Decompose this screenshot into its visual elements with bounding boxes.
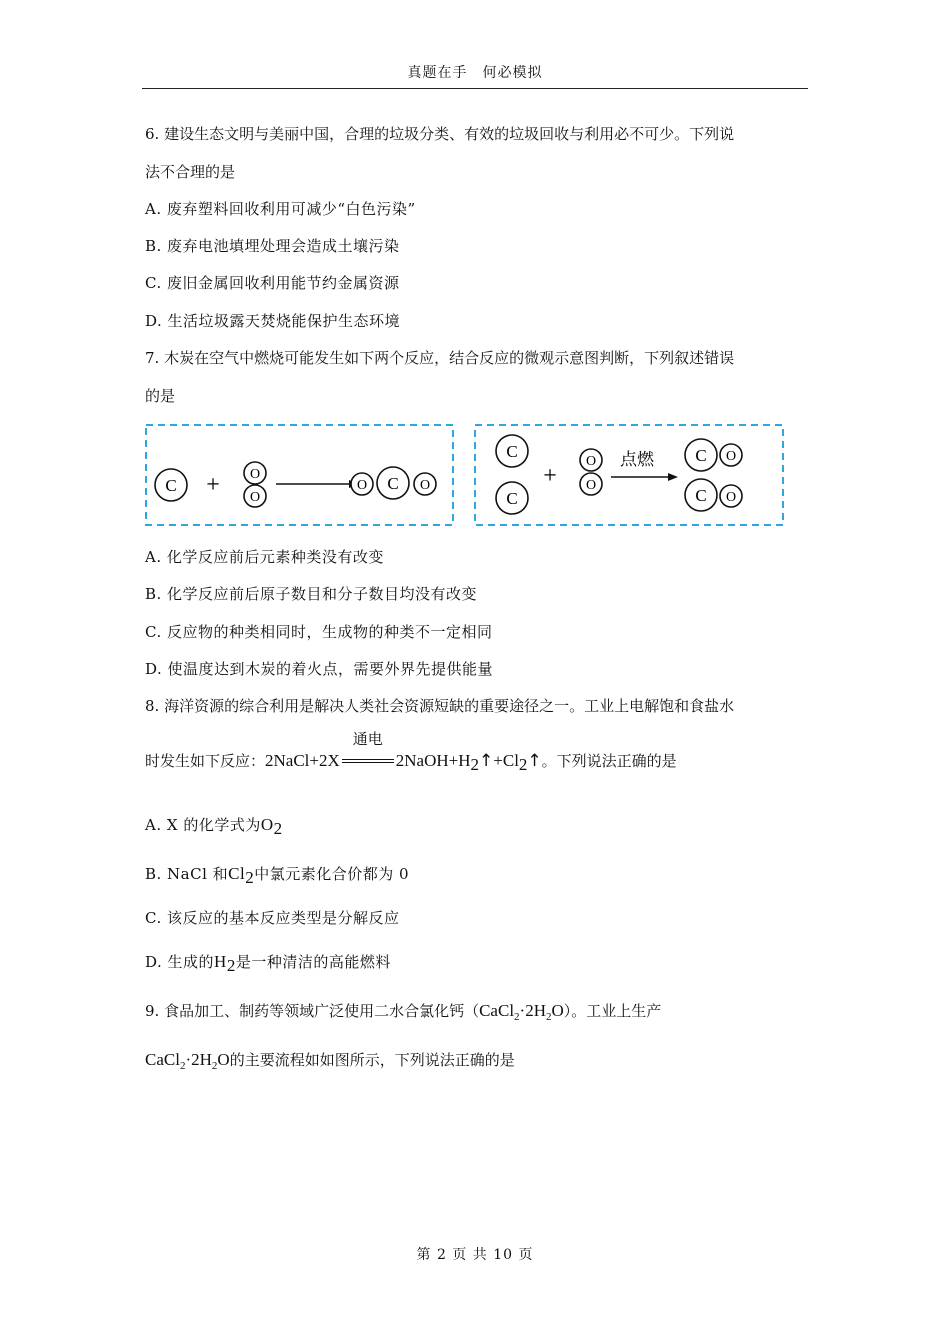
svg-text:O: O	[725, 490, 737, 505]
svg-text:O: O	[249, 467, 261, 482]
q7-option-a: A. 化学反应前后元素种类没有改变	[145, 548, 384, 566]
reaction-micro-diagram	[145, 423, 785, 527]
calcium-chloride-dihydrate-formula: $CaCl_2\cdot 2H_2O$	[479, 1001, 564, 1023]
q7-stem-line1: 7. 木炭在空气中燃烧可能发生如下两个反应，结合反应的微观示意图判断，下列叙述错误	[145, 349, 735, 367]
page-number-footer: 第 2 页 共 10 页	[416, 1247, 534, 1263]
svg-text:O: O	[419, 478, 431, 493]
carbon-monoxide-molecule	[685, 479, 742, 511]
q6-option-a: A. 废弃塑料回收利用可减少“白色污染”	[145, 200, 416, 218]
plus-sign: +	[543, 463, 557, 489]
q9-stem-line1: 9. 食品加工、制药等领域广泛使用二水合氯化钙$(CaCl_2\cdot 2H_2O)$。工业上生产	[145, 1001, 662, 1023]
q8-stem-prefix: 时发生如下反应：	[145, 752, 266, 770]
q8-option-a: A. X 的化学式为$O_2$	[145, 815, 283, 838]
svg-text:C: C	[695, 486, 707, 505]
carbon-atom	[155, 469, 187, 501]
carbon-monoxide-molecule	[685, 439, 742, 471]
page-header: 真题在手 何必模拟	[407, 65, 543, 81]
oxygen-molecule	[580, 449, 602, 495]
hydrogen-formula: H	[214, 952, 227, 971]
q7-stem-line2: 的是	[145, 387, 176, 405]
plus-sign: +	[206, 472, 220, 498]
q8-option-c: C. 该反应的基本反应类型是分解反应	[145, 909, 400, 927]
calcium-chloride-dihydrate-formula: $CaCl_2\cdot 2H_2O$	[145, 1050, 230, 1072]
carbon-dioxide-molecule	[351, 467, 436, 499]
equation-product-naoh-h2: 2NaOH+H	[395, 751, 471, 770]
q9-stem-line2: $CaCl_2\cdot 2H_2O$的主要流程如如图所示，下列说法正确的是	[145, 1050, 515, 1072]
svg-text:O: O	[249, 490, 261, 505]
q6-stem-line2: 法不合理的是	[145, 163, 236, 181]
gas-arrow-icon: ↑	[479, 751, 494, 771]
q8-option-b: B. NaCl 和$Cl_2$中氯元素化合价都为 0	[145, 864, 410, 887]
q6-stem-line1: 6. 建设生态文明与美丽中国，合理的垃圾分类、有效的垃圾回收与利用必不可少。下列说	[145, 125, 735, 143]
h2-subscript: 2	[470, 755, 480, 774]
oxygen-formula: O	[260, 815, 274, 834]
oxygen-molecule	[244, 462, 266, 507]
equation-product-cl2: +Cl	[493, 751, 519, 770]
electrolysis-label: 通电	[352, 730, 383, 748]
equation-equals-sign	[342, 759, 394, 763]
ignition-condition-label: 点燃	[620, 450, 654, 470]
svg-text:C: C	[695, 446, 707, 465]
svg-text:C: C	[165, 476, 177, 495]
q7-option-c: C. 反应物的种类相同时，生成物的种类不一定相同	[145, 623, 493, 641]
equation-reactants: 2NaCl+2X	[265, 751, 340, 770]
chlorine-formula: Cl	[228, 864, 246, 883]
svg-text:C: C	[506, 442, 518, 461]
svg-text:O: O	[585, 478, 597, 493]
header-divider	[142, 88, 808, 89]
q7-option-d: D. 使温度达到木炭的着火点，需要外界先提供能量	[145, 660, 494, 678]
equation-condition	[340, 730, 396, 771]
q8-stem-line2	[145, 730, 677, 774]
svg-text:O: O	[585, 454, 597, 469]
q8-stem-line1: 8. 海洋资源的综合利用是解决人类社会资源短缺的重要途径之一。工业上电解饱和食盐水	[145, 697, 735, 715]
svg-text:C: C	[387, 474, 399, 493]
reaction-arrow	[611, 473, 678, 481]
reaction-arrow	[276, 480, 359, 488]
gas-arrow-icon: ↑	[527, 751, 542, 771]
svg-text:C: C	[506, 489, 518, 508]
q7-option-b: B. 化学反应前后原子数目和分子数目均没有改变	[145, 585, 478, 603]
q8-stem-suffix: 。下列说法正确的是	[541, 752, 677, 770]
q6-option-b: B. 废弃电池填埋处理会造成土壤污染	[145, 237, 400, 255]
svg-text:O: O	[356, 478, 368, 493]
q8-option-d: D. 生成的$H_2$是一种清洁的高能燃料	[145, 952, 391, 975]
carbon-atom	[496, 482, 528, 514]
q6-option-c: C. 废旧金属回收利用能节约金属资源	[145, 274, 400, 292]
cl2-subscript: 2	[518, 755, 528, 774]
svg-text:O: O	[725, 449, 737, 464]
carbon-atom	[496, 435, 528, 467]
q6-option-d: D. 生活垃圾露天焚烧能保护生态环境	[145, 312, 401, 330]
